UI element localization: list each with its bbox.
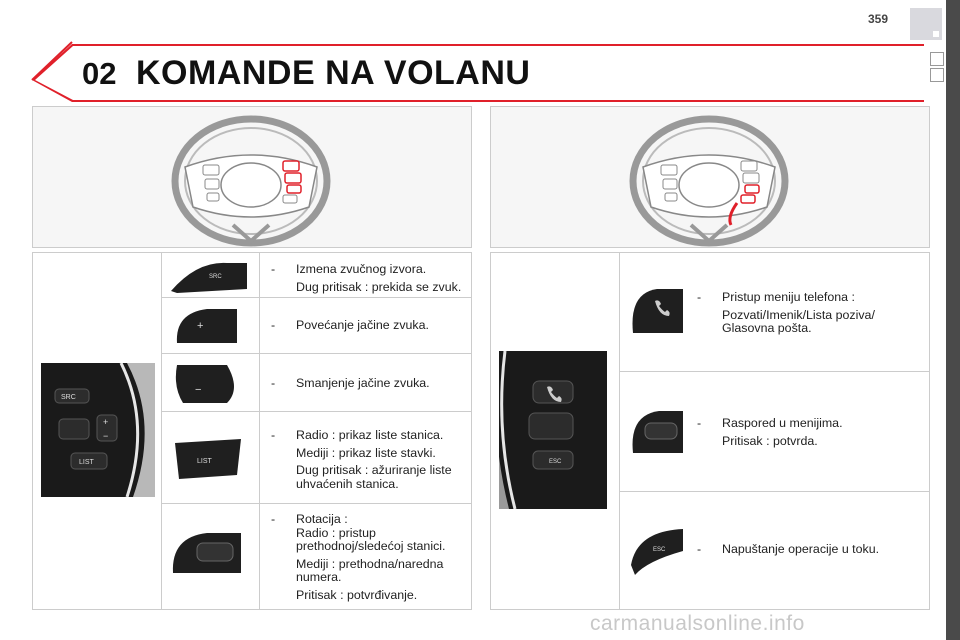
photo-label-minus: − [195, 384, 202, 396]
photo-label-list: LIST [197, 458, 212, 465]
phone-button-icon [627, 283, 687, 344]
row-description: - Radio : prikaz liste stanica. Mediji : prikaz liste stavki. Dug pritisak : ažuriranje liste uhvaćenih stanica. [271, 429, 467, 495]
photo-label-src: SRC [61, 394, 76, 401]
chapter-side-bar [946, 0, 960, 640]
row-line: Dug pritisak : ažuriranje liste uhvaćenih stanica. [296, 463, 452, 491]
row-line: Rotacija : Radio : pristup prethodnoj/sledećoj stanici. [296, 512, 446, 554]
esc-button-icon [627, 521, 687, 582]
right-controls-table [490, 252, 930, 610]
volume-up-button-icon [167, 303, 251, 354]
row-line: Dug pritisak : prekida se zvuk. [296, 279, 462, 294]
row-line: Napuštanje operacije u toku. [722, 542, 880, 556]
row-line: Raspored u menijima. [722, 416, 843, 430]
side-marker [930, 52, 944, 66]
row-description: - Smanjenje jačine zvuka. [271, 377, 467, 395]
steering-wheel-icon [33, 107, 471, 247]
side-marker [930, 68, 944, 82]
right-controls-photo [499, 351, 607, 509]
watermark: carmanualsonline.info [590, 612, 805, 635]
volume-down-button-icon [167, 359, 251, 412]
src-mute-button-icon [167, 259, 251, 298]
steering-wheel-figure-left [32, 106, 472, 248]
row-line: Radio : prikaz liste stanica. [296, 428, 444, 442]
row-line: Pritisak : potvrda. [722, 433, 818, 448]
photo-label-list: LIST [79, 459, 94, 466]
page-number: 359 [868, 12, 889, 26]
chapter-number: 02 [82, 56, 117, 91]
row-line: Pritisak : potvrđivanje. [296, 587, 418, 602]
row-line: Pozvati/Imenik/Lista poziva/ Glasovna pošta. [722, 307, 875, 336]
photo-label-minus: − [103, 431, 109, 441]
row-line: Pristup meniju telefona : [722, 290, 855, 304]
photo-label-esc: ESC [549, 459, 562, 465]
steering-wheel-icon [491, 107, 929, 247]
row-description: - Raspored u menijima. Pritisak : potvrda. [697, 417, 925, 452]
thumbwheel-icon [627, 403, 687, 464]
row-description: - Napuštanje operacije u toku. [697, 543, 925, 561]
left-controls-table [32, 252, 472, 610]
row-line: Povećanje jačine zvuka. [296, 318, 429, 332]
row-line: Mediji : prikaz liste stavki. [296, 445, 436, 460]
row-description: - Rotacija : Radio : pristup prethodnoj/sledećoj stanici. Mediji : prethodna/naredna numera. Pritisak : potvrđivanje. [271, 513, 467, 607]
photo-label-src: SRC [209, 274, 222, 280]
left-controls-photo [41, 363, 155, 497]
row-line: Izmena zvučnog izvora. [296, 262, 427, 276]
page-title: KOMANDE NA VOLANU [136, 54, 531, 92]
row-line: Mediji : prethodna/naredna numera. [296, 556, 444, 585]
row-line: Smanjenje jačine zvuka. [296, 376, 430, 390]
corner-tab [910, 8, 942, 40]
photo-label-plus: + [197, 320, 204, 332]
row-description: - Pristup meniju telefona : Pozvati/Imenik/Lista poziva/ Glasovna pošta. [697, 291, 925, 340]
photo-label-plus: + [103, 417, 109, 427]
steering-wheel-figure-right [490, 106, 930, 248]
thumbwheel-icon [167, 525, 251, 584]
list-button-icon [167, 433, 251, 488]
photo-label-esc: ESC [653, 547, 666, 553]
row-description: - Povećanje jačine zvuka. [271, 319, 467, 337]
row-description: - Izmena zvučnog izvora. Dug pritisak : prekida se zvuk. [271, 263, 467, 298]
